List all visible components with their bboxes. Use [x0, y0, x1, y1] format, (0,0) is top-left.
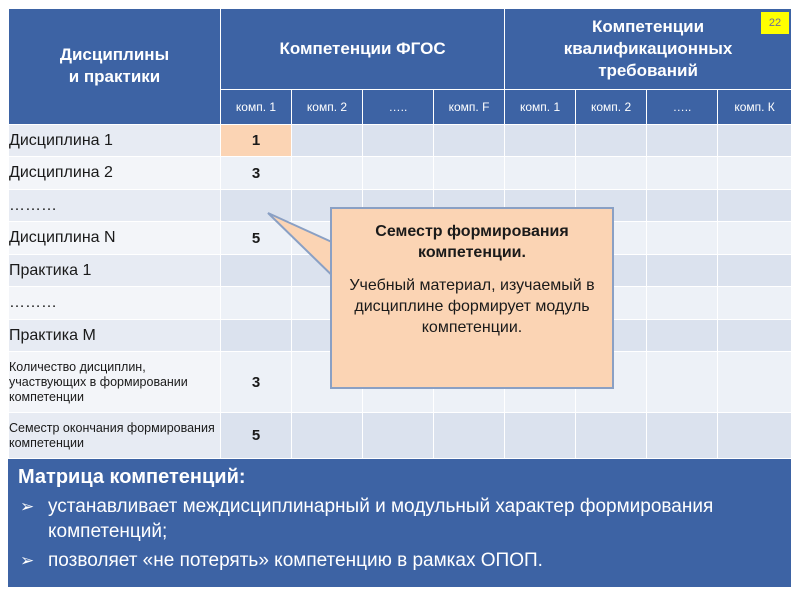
matrix-cell — [647, 124, 718, 157]
matrix-cell — [718, 157, 792, 190]
matrix-cell — [718, 413, 792, 459]
callout-title: Семестр формирования компетенции. — [375, 223, 569, 261]
row-label: Количество дисциплин, участвующих в формировании компетенции — [9, 352, 221, 413]
row-label: Дисциплина 2 — [9, 157, 221, 190]
matrix-cell — [647, 352, 718, 413]
matrix-cell — [647, 319, 718, 352]
matrix-cell — [718, 352, 792, 413]
matrix-cell-value — [221, 319, 292, 352]
row-label: Дисциплина 1 — [9, 124, 221, 157]
matrix-cell — [647, 287, 718, 320]
matrix-cell — [434, 124, 505, 157]
header-fgos-competencies: Компетенции ФГОС — [221, 9, 505, 90]
summary-bullet — [18, 494, 781, 544]
row-label: Практика 1 — [9, 254, 221, 287]
summary-bullet — [18, 548, 781, 573]
matrix-cell — [647, 254, 718, 287]
matrix-cell — [718, 254, 792, 287]
matrix-cell-value: 3 — [221, 352, 292, 413]
arrow-bullet-icon: ➢ — [20, 551, 35, 570]
subheader-fgos-comp-2: комп. 2 — [292, 90, 363, 125]
matrix-cell-value: 5 — [221, 413, 292, 459]
matrix-cell — [718, 189, 792, 222]
matrix-cell — [363, 157, 434, 190]
matrix-cell — [292, 124, 363, 157]
row-label: Практика M — [9, 319, 221, 352]
subheader-qual-comp-1: комп. 1 — [505, 90, 576, 125]
matrix-cell — [718, 124, 792, 157]
matrix-cell-value — [221, 254, 292, 287]
summary-bullet-text: позволяет «не потерять» компетенцию в рамках ОПОП. — [48, 550, 543, 571]
row-label: ……… — [9, 287, 221, 320]
page-number-badge: 22 — [761, 12, 789, 34]
matrix-cell-value: 1 — [221, 124, 292, 157]
matrix-cell — [718, 319, 792, 352]
row-label: Дисциплина N — [9, 222, 221, 255]
matrix-cell — [505, 413, 576, 459]
matrix-cell — [647, 413, 718, 459]
summary-bullet-text: устанавливает междисциплинарный и модульный характер формирования компетенций; — [48, 496, 714, 542]
matrix-cell-value: 3 — [221, 157, 292, 190]
subheader-qual-comp-k: комп. К — [718, 90, 792, 125]
matrix-cell — [292, 157, 363, 190]
row-label: Семестр окончания формирования компетенции — [9, 413, 221, 459]
callout-body: Учебный материал, изучаемый в дисциплине формирует модуль компетенции. — [349, 277, 595, 336]
row-label: ……… — [9, 189, 221, 222]
matrix-cell — [434, 157, 505, 190]
summary-list — [18, 494, 781, 573]
matrix-cell-value: 5 — [221, 222, 292, 255]
matrix-cell — [292, 413, 363, 459]
matrix-cell — [505, 157, 576, 190]
subheader-qual-ellipsis: ….. — [647, 90, 718, 125]
subheader-fgos-comp-f: комп. F — [434, 90, 505, 125]
matrix-cell — [505, 124, 576, 157]
table-row — [9, 413, 792, 459]
matrix-cell — [576, 124, 647, 157]
matrix-cell-value — [221, 287, 292, 320]
arrow-bullet-icon: ➢ — [20, 497, 35, 516]
table-row — [9, 124, 792, 157]
matrix-cell — [647, 189, 718, 222]
matrix-cell — [363, 124, 434, 157]
table-row — [9, 157, 792, 190]
summary-title: Матрица компетенций: — [18, 466, 246, 488]
matrix-cell — [576, 157, 647, 190]
subheader-qual-comp-2: комп. 2 — [576, 90, 647, 125]
matrix-cell — [647, 157, 718, 190]
matrix-cell — [434, 413, 505, 459]
matrix-cell — [718, 222, 792, 255]
header-disciplines: Дисциплины и практики — [9, 9, 221, 125]
matrix-cell — [718, 287, 792, 320]
callout-box — [330, 207, 614, 389]
matrix-cell — [576, 413, 647, 459]
subheader-fgos-comp-1: комп. 1 — [221, 90, 292, 125]
summary-panel — [8, 459, 791, 587]
subheader-fgos-ellipsis: ….. — [363, 90, 434, 125]
matrix-cell — [363, 413, 434, 459]
header-qualification-competencies: Компетенции квалификационных требований — [505, 9, 792, 90]
matrix-cell-value — [221, 189, 292, 222]
matrix-cell — [647, 222, 718, 255]
